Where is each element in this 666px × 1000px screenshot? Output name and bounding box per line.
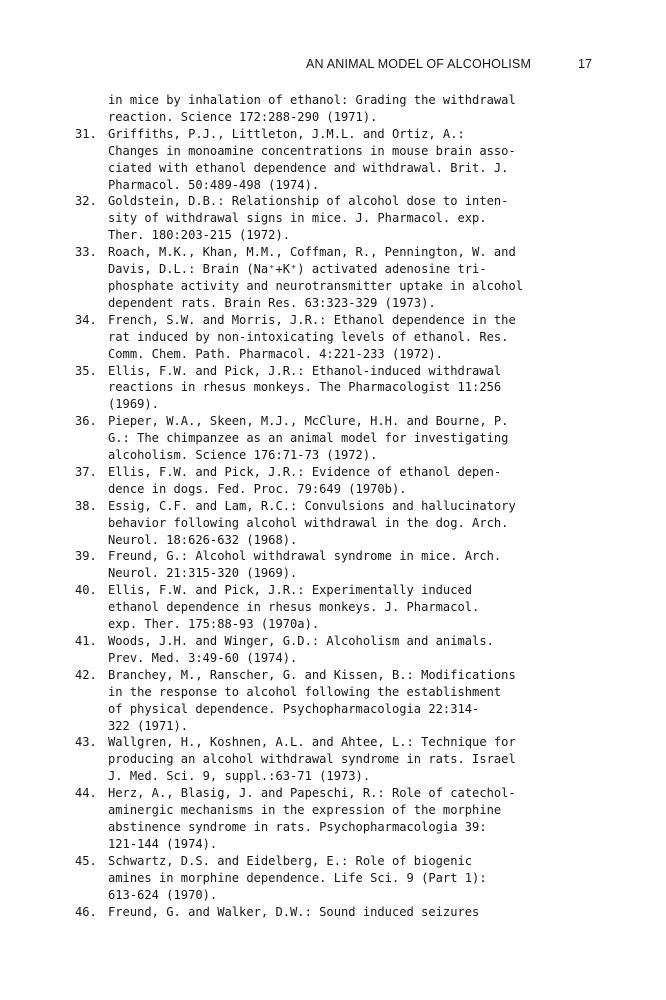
reference-line: amines in morphine dependence. Life Sci. 9 (Part 1): xyxy=(108,870,487,885)
reference-number: 46. xyxy=(75,904,97,919)
reference-item xyxy=(75,904,615,921)
reference-line: 121-144 (1974). xyxy=(108,836,218,851)
reference-item xyxy=(75,498,615,549)
reference-line: French, S.W. and Morris, J.R.: Ethanol dependence in the xyxy=(108,312,516,327)
reference-line: dence in dogs. Fed. Proc. 79:649 (1970b). xyxy=(108,481,407,496)
reference-items xyxy=(75,126,615,921)
reference-line: aminergic mechanisms in the expression of the morphine xyxy=(108,803,502,818)
reference-line: Davis, D.L.: Brain (Na⁺+K⁺) activated adenosine tri- xyxy=(108,262,487,277)
reference-list xyxy=(75,92,615,920)
reference-line: Neurol. 21:315-320 (1969). xyxy=(108,566,298,581)
reference-number: 32. xyxy=(75,194,97,209)
reference-number: 44. xyxy=(75,786,97,801)
reference-line: dependent rats. Brain Res. 63:323-329 (1973). xyxy=(108,295,436,310)
reference-item xyxy=(75,464,615,498)
reference-line: Ellis, F.W. and Pick, J.R.: Evidence of ethanol depen- xyxy=(108,464,502,479)
reference-item xyxy=(75,244,615,312)
reference-number: 39. xyxy=(75,549,97,564)
reference-line: Changes in monoamine concentrations in mouse brain asso- xyxy=(108,143,516,158)
reference-number: 38. xyxy=(75,498,97,513)
reference-line: Prev. Med. 3:49-60 (1974). xyxy=(108,650,298,665)
reference-item xyxy=(75,548,615,582)
reference-line: Woods, J.H. and Winger, G.D.: Alcoholism and animals. xyxy=(108,634,494,648)
reference-number: 36. xyxy=(75,414,97,429)
reference-line: Schwartz, D.S. and Eidelberg, E.: Role of biogenic xyxy=(108,853,473,868)
reference-item xyxy=(75,413,615,464)
reference-line: Essig, C.F. and Lam, R.C.: Convulsions and hallucinatory xyxy=(108,498,516,513)
reference-item xyxy=(75,853,615,904)
reference-number: 33. xyxy=(75,245,97,260)
reference-line: alcoholism. Science 176:71-73 (1972). xyxy=(108,448,378,463)
reference-item xyxy=(75,734,615,785)
reference-line: Herz, A., Blasig, J. and Papeschi, R.: Role of catechol- xyxy=(108,786,516,801)
reference-item xyxy=(75,633,615,667)
reference-line: ethanol dependence in rhesus monkeys. J. Pharmacol. xyxy=(108,600,480,615)
reference-number: 34. xyxy=(75,312,97,327)
reference-number: 35. xyxy=(75,363,97,378)
reference-line: Freund, G.: Alcohol withdrawal syndrome in mice. Arch. xyxy=(108,549,502,564)
reference-number: 37. xyxy=(75,464,97,479)
reference-line: abstinence syndrome in rats. Psychopharmacologia 39: xyxy=(108,819,487,834)
reference-line: reaction. Science 172:288-290 (1971). xyxy=(108,109,378,124)
reference-item xyxy=(75,785,615,853)
reference-line: producing an alcohol withdrawal syndrome in rats. Israel xyxy=(108,752,516,767)
reference-number: 43. xyxy=(75,735,97,750)
reference-line: Pharmacol. 50:489-498 (1974). xyxy=(108,177,320,192)
reference-item xyxy=(75,363,615,414)
reference-line: Wallgren, H., Koshnen, A.L. and Ahtee, L.: Technique for xyxy=(108,735,516,750)
page-number: 17 xyxy=(578,57,592,71)
reference-line: Ther. 180:203-215 (1972). xyxy=(108,228,291,243)
reference-number: 41. xyxy=(75,634,97,648)
reference-item xyxy=(75,667,615,735)
reference-line: phosphate activity and neurotransmitter uptake in alcohol xyxy=(108,278,524,293)
reference-line: Neurol. 18:626-632 (1968). xyxy=(108,532,298,547)
running-head xyxy=(0,57,666,77)
reference-line: rat induced by non-intoxicating levels of ethanol. Res. xyxy=(108,329,509,344)
reference-number: 42. xyxy=(75,667,97,682)
reference-line: 613-624 (1970). xyxy=(108,887,218,902)
reference-line: Roach, M.K., Khan, M.M., Coffman, R., Pennington, W. and xyxy=(108,245,516,260)
reference-number: 40. xyxy=(75,583,97,598)
reference-line: Branchey, M., Ranscher, G. and Kissen, B.: Modifications xyxy=(108,667,516,682)
reference-line: Comm. Chem. Path. Pharmacol. 4:221-233 (1972). xyxy=(108,346,443,361)
reference-line: ciated with ethanol dependence and withdrawal. Brit. J. xyxy=(108,160,509,175)
reference-continuation xyxy=(75,92,615,126)
reference-line: behavior following alcohol withdrawal in the dog. Arch. xyxy=(108,515,509,530)
reference-line: of physical dependence. Psychopharmacologia 22:314- xyxy=(108,701,480,716)
reference-line: J. Med. Sci. 9, suppl.:63-71 (1973). xyxy=(108,769,371,784)
reference-line: Griffiths, P.J., Littleton, J.M.L. and Ortiz, A.: xyxy=(108,126,465,141)
reference-line: Ellis, F.W. and Pick, J.R.: Ethanol-induced withdrawal xyxy=(108,363,502,378)
reference-line: exp. Ther. 175:88-93 (1970a). xyxy=(108,617,320,632)
reference-line: Ellis, F.W. and Pick, J.R.: Experimentally induced xyxy=(108,583,473,598)
running-title: AN ANIMAL MODEL OF ALCOHOLISM xyxy=(306,57,532,71)
reference-line: in mice by inhalation of ethanol: Grading the withdrawal xyxy=(108,93,516,107)
reference-line: (1969). xyxy=(108,397,159,412)
reference-item xyxy=(75,312,615,363)
reference-line: G.: The chimpanzee as an animal model for investigating xyxy=(108,431,509,446)
reference-line: sity of withdrawal signs in mice. J. Pharmacol. exp. xyxy=(108,211,487,226)
reference-item xyxy=(75,193,615,244)
reference-number: 45. xyxy=(75,853,97,868)
reference-line: in the response to alcohol following the establishment xyxy=(108,684,502,699)
reference-line: Pieper, W.A., Skeen, M.J., McClure, H.H. and Bourne, P. xyxy=(108,414,509,429)
reference-line: Freund, G. and Walker, D.W.: Sound induced seizures xyxy=(108,904,480,919)
reference-line: 322 (1971). xyxy=(108,718,189,733)
reference-line: Goldstein, D.B.: Relationship of alcohol dose to inten- xyxy=(108,194,509,209)
reference-line: reactions in rhesus monkeys. The Pharmacologist 11:256 xyxy=(108,380,502,395)
reference-number: 31. xyxy=(75,126,97,141)
reference-item xyxy=(75,126,615,194)
reference-item xyxy=(75,582,615,633)
